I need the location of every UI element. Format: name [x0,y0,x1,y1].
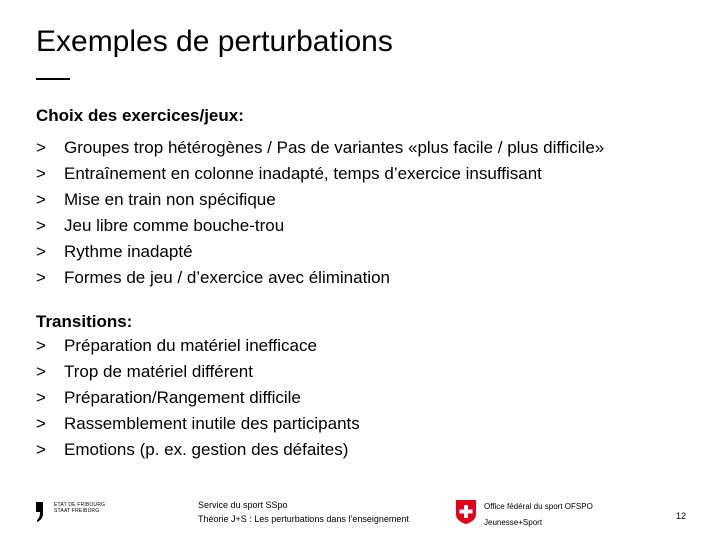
bullet-marker: > [36,362,46,381]
bullet-marker: > [36,336,46,355]
list-item [36,161,604,187]
bullet-marker: > [36,440,46,459]
canton-logo-line: STAAT FREIBURG [54,508,100,514]
list-item [36,437,360,463]
footer-program: Jeunesse+Sport [484,518,543,527]
swiss-cross-icon [455,500,477,524]
footer-service: Service du sport SSpo [198,500,288,510]
bullet-marker: > [36,268,46,287]
list-item-text: Trop de matériel différent [64,362,253,381]
bullet-marker: > [36,388,46,407]
title-underline [36,78,70,80]
list-item [36,135,604,161]
list-item-text: Préparation/Rangement difficile [64,388,301,407]
bullet-marker: > [36,190,46,209]
list-item-text: Jeu libre comme bouche-trou [64,216,285,235]
footer-course: Théorie J+S : Les perturbations dans l’enseignement [198,514,409,524]
list-item-text: Préparation du matériel inefficace [64,336,317,355]
list-item [36,411,360,437]
page-number: 12 [676,511,687,521]
exercises-list [36,135,604,291]
canton-logo-line: ETAT DE FRIBOURG [54,502,106,508]
list-item [36,359,360,385]
list-item [36,187,604,213]
list-item-text: Mise en train non spécifique [64,190,276,209]
list-item [36,265,604,291]
list-item [36,385,360,411]
bullet-marker: > [36,414,46,433]
canton-mark-icon [36,502,44,522]
list-item-text: Formes de jeu / d’exercice avec élimination [64,268,390,287]
list-item-text: Emotions (p. ex. gestion des défaites) [64,440,349,459]
list-item [36,333,360,359]
list-item-text: Rassemblement inutile des participants [64,414,360,433]
slide-title: Exemples de perturbations [36,25,393,58]
list-item-text: Rythme inadapté [64,242,193,261]
section-heading-transitions: Transitions: [36,312,133,331]
list-item [36,239,604,265]
bullet-marker: > [36,164,46,183]
list-item-text: Groupes trop hétérogènes / Pas de variantes «plus facile / plus difficile» [64,138,605,157]
list-item-text: Entraînement en colonne inadapté, temps d’exercice insuffisant [64,164,542,183]
transitions-list [36,333,360,463]
bullet-marker: > [36,138,46,157]
bullet-marker: > [36,216,46,235]
section-heading-exercises: Choix des exercices/jeux: [36,106,244,125]
list-item [36,213,604,239]
footer-federal-office: Office fédéral du sport OFSPO [484,502,593,511]
bullet-marker: > [36,242,46,261]
